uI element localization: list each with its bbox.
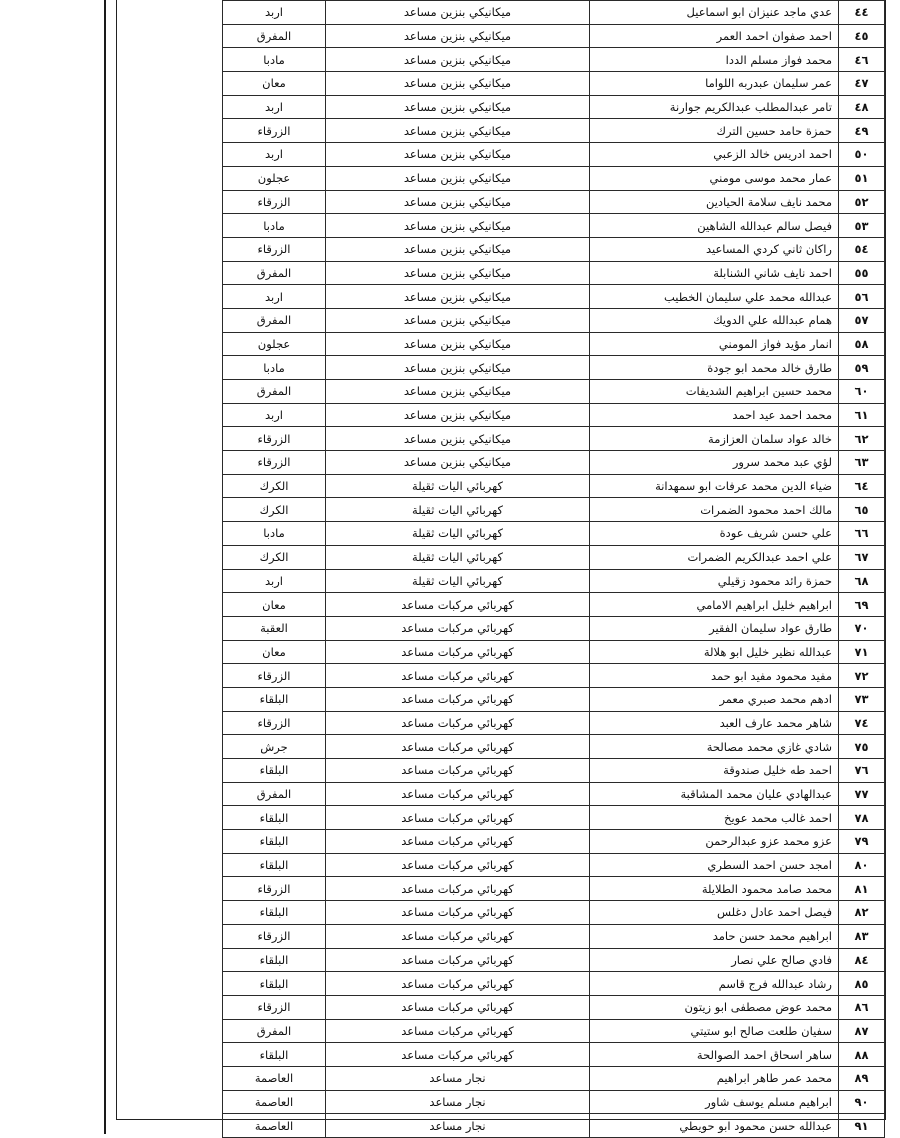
governorate-cell: اربد — [223, 95, 326, 119]
trainee-name-cell: تامر عبدالمطلب عبدالكريم جوارنة — [590, 95, 839, 119]
specialty-cell: نجار مساعد — [326, 1114, 590, 1138]
specialty-cell: ميكانيكي بنزين مساعد — [326, 24, 590, 48]
governorate-cell: الكرك — [223, 545, 326, 569]
trainee-name-cell: طارق عواد سليمان الفقير — [590, 616, 839, 640]
trainee-name-cell: ادهم محمد صبري معمر — [590, 687, 839, 711]
table-row — [223, 474, 885, 498]
row-number-cell: ٨٣ — [839, 924, 885, 948]
row-number-cell: ٨٧ — [839, 1019, 885, 1043]
trainee-name-cell: فادي صالح علي نصار — [590, 948, 839, 972]
trainee-name-cell: محمد عمر طاهر ابراهيم — [590, 1066, 839, 1090]
row-number-cell: ٨٩ — [839, 1066, 885, 1090]
row-number-cell: ٥٤ — [839, 237, 885, 261]
row-number-cell: ٧٢ — [839, 664, 885, 688]
trainee-name-cell: شاهر محمد عارف العبد — [590, 711, 839, 735]
governorate-cell: المفرق — [223, 24, 326, 48]
table-row — [223, 640, 885, 664]
governorate-cell: الزرقاء — [223, 427, 326, 451]
governorate-cell: الزرقاء — [223, 119, 326, 143]
governorate-cell: مادبا — [223, 356, 326, 380]
specialty-cell: ميكانيكي بنزين مساعد — [326, 285, 590, 309]
table-row — [223, 72, 885, 96]
table-row — [223, 308, 885, 332]
table-row — [223, 593, 885, 617]
row-number-cell: ٥٥ — [839, 261, 885, 285]
specialty-cell: نجار مساعد — [326, 1066, 590, 1090]
trainee-name-cell: حمزة حامد حسين الترك — [590, 119, 839, 143]
governorate-cell: البلقاء — [223, 901, 326, 925]
row-number-cell: ٧٠ — [839, 616, 885, 640]
row-number-cell: ٨٤ — [839, 948, 885, 972]
governorate-cell: المفرق — [223, 782, 326, 806]
governorate-cell: معان — [223, 72, 326, 96]
row-number-cell: ٩٠ — [839, 1090, 885, 1114]
specialty-cell: كهربائي مركبات مساعد — [326, 687, 590, 711]
row-number-cell: ٤٥ — [839, 24, 885, 48]
table-row — [223, 356, 885, 380]
specialty-cell: ميكانيكي بنزين مساعد — [326, 72, 590, 96]
governorate-cell: الزرقاء — [223, 664, 326, 688]
governorate-cell: الكرك — [223, 498, 326, 522]
trainee-name-cell: محمد حسين ابراهيم الشديفات — [590, 380, 839, 404]
roster-body — [223, 1, 885, 1138]
table-row — [223, 687, 885, 711]
governorate-cell: جرش — [223, 735, 326, 759]
table-row — [223, 759, 885, 783]
trainee-name-cell: ابراهيم مسلم يوسف شاور — [590, 1090, 839, 1114]
specialty-cell: كهربائي اليات ثقيلة — [326, 545, 590, 569]
table-row — [223, 95, 885, 119]
table-row — [223, 924, 885, 948]
trainee-name-cell: رشاد عبدالله فرج قاسم — [590, 972, 839, 996]
specialty-cell: كهربائي مركبات مساعد — [326, 1019, 590, 1043]
trainee-name-cell: ابراهيم محمد حسن حامد — [590, 924, 839, 948]
table-row — [223, 427, 885, 451]
table-row — [223, 143, 885, 167]
specialty-cell: كهربائي مركبات مساعد — [326, 640, 590, 664]
row-number-cell: ٤٩ — [839, 119, 885, 143]
governorate-cell: البلقاء — [223, 806, 326, 830]
trainee-name-cell: طارق خالد محمد ابو جودة — [590, 356, 839, 380]
specialty-cell: ميكانيكي بنزين مساعد — [326, 95, 590, 119]
row-number-cell: ٧٨ — [839, 806, 885, 830]
table-row — [223, 901, 885, 925]
row-number-cell: ٧٧ — [839, 782, 885, 806]
governorate-cell: العقبة — [223, 616, 326, 640]
governorate-cell: البلقاء — [223, 830, 326, 854]
table-row — [223, 190, 885, 214]
specialty-cell: كهربائي مركبات مساعد — [326, 830, 590, 854]
trainee-name-cell: فيصل سالم عبدالله الشاهين — [590, 214, 839, 238]
specialty-cell: كهربائي مركبات مساعد — [326, 711, 590, 735]
row-number-cell: ٦٧ — [839, 545, 885, 569]
table-row — [223, 877, 885, 901]
trainee-name-cell: همام عبدالله علي الدويك — [590, 308, 839, 332]
specialty-cell: ميكانيكي بنزين مساعد — [326, 143, 590, 167]
row-number-cell: ٥٩ — [839, 356, 885, 380]
table-row — [223, 380, 885, 404]
specialty-cell: كهربائي مركبات مساعد — [326, 972, 590, 996]
trainee-name-cell: عبدالله نظير خليل ابو هلالة — [590, 640, 839, 664]
specialty-cell: كهربائي مركبات مساعد — [326, 853, 590, 877]
specialty-cell: نجار مساعد — [326, 1090, 590, 1114]
row-number-cell: ٨١ — [839, 877, 885, 901]
table-row — [223, 664, 885, 688]
governorate-cell: البلقاء — [223, 853, 326, 877]
governorate-cell: اربد — [223, 285, 326, 309]
row-number-cell: ٤٨ — [839, 95, 885, 119]
specialty-cell: ميكانيكي بنزين مساعد — [326, 48, 590, 72]
row-number-cell: ٨٠ — [839, 853, 885, 877]
trainee-name-cell: احمد صفوان احمد العمر — [590, 24, 839, 48]
specialty-cell: كهربائي اليات ثقيلة — [326, 569, 590, 593]
table-row — [223, 1043, 885, 1067]
trainee-name-cell: لؤي عبد محمد سرور — [590, 451, 839, 475]
specialty-cell: كهربائي مركبات مساعد — [326, 782, 590, 806]
governorate-cell: اربد — [223, 403, 326, 427]
specialty-cell: ميكانيكي بنزين مساعد — [326, 380, 590, 404]
governorate-cell: الكرك — [223, 474, 326, 498]
governorate-cell: البلقاء — [223, 759, 326, 783]
row-number-cell: ٧٣ — [839, 687, 885, 711]
trainee-name-cell: فيصل احمد عادل دغلس — [590, 901, 839, 925]
governorate-cell: العاصمة — [223, 1090, 326, 1114]
trainee-name-cell: ابراهيم خليل ابراهيم الامامي — [590, 593, 839, 617]
governorate-cell: اربد — [223, 1, 326, 25]
trainee-name-cell: احمد غالب محمد عويخ — [590, 806, 839, 830]
table-row — [223, 616, 885, 640]
row-number-cell: ٩١ — [839, 1114, 885, 1138]
table-row — [223, 948, 885, 972]
row-number-cell: ٤٧ — [839, 72, 885, 96]
specialty-cell: ميكانيكي بنزين مساعد — [326, 190, 590, 214]
specialty-cell: كهربائي مركبات مساعد — [326, 1043, 590, 1067]
table-row — [223, 451, 885, 475]
row-number-cell: ٦٦ — [839, 522, 885, 546]
table-row — [223, 806, 885, 830]
governorate-cell: معان — [223, 593, 326, 617]
trainee-name-cell: احمد ادريس خالد الزعبي — [590, 143, 839, 167]
specialty-cell: كهربائي مركبات مساعد — [326, 995, 590, 1019]
trainee-name-cell: محمد صامد محمود الطلايلة — [590, 877, 839, 901]
row-number-cell: ٤٦ — [839, 48, 885, 72]
row-number-cell: ٥٣ — [839, 214, 885, 238]
governorate-cell: المفرق — [223, 261, 326, 285]
trainee-name-cell: عبدالهادي عليان محمد المشاقبة — [590, 782, 839, 806]
specialty-cell: كهربائي مركبات مساعد — [326, 806, 590, 830]
governorate-cell: الزرقاء — [223, 924, 326, 948]
table-row — [223, 735, 885, 759]
row-number-cell: ٦٣ — [839, 451, 885, 475]
row-number-cell: ٨٢ — [839, 901, 885, 925]
table-row — [223, 1090, 885, 1114]
governorate-cell: العاصمة — [223, 1066, 326, 1090]
governorate-cell: الزرقاء — [223, 711, 326, 735]
specialty-cell: ميكانيكي بنزين مساعد — [326, 166, 590, 190]
governorate-cell: عجلون — [223, 332, 326, 356]
specialty-cell: كهربائي اليات ثقيلة — [326, 498, 590, 522]
table-row — [223, 1066, 885, 1090]
governorate-cell: عجلون — [223, 166, 326, 190]
trainee-name-cell: امجد حسن احمد السطري — [590, 853, 839, 877]
table-row — [223, 545, 885, 569]
table-row — [223, 711, 885, 735]
table-row — [223, 972, 885, 996]
governorate-cell: اربد — [223, 143, 326, 167]
trainee-name-cell: محمد عوض مصطفى ابو زيتون — [590, 995, 839, 1019]
trainee-name-cell: محمد نايف سلامة الحيادين — [590, 190, 839, 214]
trainee-roster-table — [222, 0, 885, 1138]
row-number-cell: ٥٠ — [839, 143, 885, 167]
specialty-cell: ميكانيكي بنزين مساعد — [326, 332, 590, 356]
specialty-cell: ميكانيكي بنزين مساعد — [326, 261, 590, 285]
table-row — [223, 237, 885, 261]
trainee-name-cell: حمزة رائد محمود زقيلي — [590, 569, 839, 593]
row-number-cell: ٤٤ — [839, 1, 885, 25]
specialty-cell: كهربائي اليات ثقيلة — [326, 474, 590, 498]
governorate-cell: الزرقاء — [223, 237, 326, 261]
table-row — [223, 166, 885, 190]
table-row — [223, 569, 885, 593]
specialty-cell: كهربائي مركبات مساعد — [326, 948, 590, 972]
table-row — [223, 403, 885, 427]
page-margin-rule — [104, 0, 106, 1134]
trainee-name-cell: ضياء الدين محمد عرفات ابو سمهدانة — [590, 474, 839, 498]
governorate-cell: الزرقاء — [223, 995, 326, 1019]
trainee-name-cell: راكان ثاني كردي المساعيد — [590, 237, 839, 261]
specialty-cell: كهربائي مركبات مساعد — [326, 593, 590, 617]
governorate-cell: مادبا — [223, 522, 326, 546]
specialty-cell: كهربائي اليات ثقيلة — [326, 522, 590, 546]
specialty-cell: كهربائي مركبات مساعد — [326, 901, 590, 925]
governorate-cell: العاصمة — [223, 1114, 326, 1138]
trainee-name-cell: مفيد محمود مفيد ابو حمد — [590, 664, 839, 688]
row-number-cell: ٥٦ — [839, 285, 885, 309]
row-number-cell: ٧٥ — [839, 735, 885, 759]
row-number-cell: ٨٨ — [839, 1043, 885, 1067]
row-number-cell: ٦٢ — [839, 427, 885, 451]
specialty-cell: كهربائي مركبات مساعد — [326, 877, 590, 901]
governorate-cell: المفرق — [223, 380, 326, 404]
governorate-cell: الزرقاء — [223, 451, 326, 475]
table-row — [223, 285, 885, 309]
table-row — [223, 261, 885, 285]
row-number-cell: ٧٦ — [839, 759, 885, 783]
row-number-cell: ٨٥ — [839, 972, 885, 996]
governorate-cell: الزرقاء — [223, 190, 326, 214]
specialty-cell: ميكانيكي بنزين مساعد — [326, 451, 590, 475]
row-number-cell: ٦٤ — [839, 474, 885, 498]
row-number-cell: ٥٨ — [839, 332, 885, 356]
table-row — [223, 995, 885, 1019]
governorate-cell: البلقاء — [223, 687, 326, 711]
governorate-cell: المفرق — [223, 308, 326, 332]
trainee-name-cell: عمار محمد موسى مومني — [590, 166, 839, 190]
row-number-cell: ٦٨ — [839, 569, 885, 593]
governorate-cell: البلقاء — [223, 948, 326, 972]
row-number-cell: ٨٦ — [839, 995, 885, 1019]
row-number-cell: ٦١ — [839, 403, 885, 427]
governorate-cell: البلقاء — [223, 1043, 326, 1067]
table-row — [223, 214, 885, 238]
trainee-name-cell: ساهر اسحاق احمد الصوالحة — [590, 1043, 839, 1067]
governorate-cell: معان — [223, 640, 326, 664]
trainee-name-cell: عبدالله حسن محمود ابو حويطي — [590, 1114, 839, 1138]
governorate-cell: مادبا — [223, 48, 326, 72]
row-number-cell: ٧٩ — [839, 830, 885, 854]
table-row — [223, 498, 885, 522]
governorate-cell: البلقاء — [223, 972, 326, 996]
table-row — [223, 48, 885, 72]
specialty-cell: ميكانيكي بنزين مساعد — [326, 237, 590, 261]
table-row — [223, 782, 885, 806]
table-row — [223, 853, 885, 877]
governorate-cell: مادبا — [223, 214, 326, 238]
row-number-cell: ٦٠ — [839, 380, 885, 404]
trainee-name-cell: احمد نايف شاني الشنابلة — [590, 261, 839, 285]
row-number-cell: ٧١ — [839, 640, 885, 664]
trainee-name-cell: محمد فواز مسلم الددا — [590, 48, 839, 72]
table-row — [223, 1, 885, 25]
row-number-cell: ٦٩ — [839, 593, 885, 617]
specialty-cell: ميكانيكي بنزين مساعد — [326, 427, 590, 451]
row-number-cell: ٧٤ — [839, 711, 885, 735]
trainee-name-cell: انمار مؤيد فواز المومني — [590, 332, 839, 356]
specialty-cell: ميكانيكي بنزين مساعد — [326, 308, 590, 332]
trainee-name-cell: عزو محمد عزو عبدالرحمن — [590, 830, 839, 854]
specialty-cell: كهربائي مركبات مساعد — [326, 664, 590, 688]
specialty-cell: كهربائي مركبات مساعد — [326, 924, 590, 948]
trainee-name-cell: عدي ماجد عنيزان ابو اسماعيل — [590, 1, 839, 25]
trainee-name-cell: عبدالله محمد علي سليمان الخطيب — [590, 285, 839, 309]
trainee-name-cell: سفيان طلعت صالح ابو ستيتي — [590, 1019, 839, 1043]
trainee-name-cell: خالد عواد سلمان العزازمة — [590, 427, 839, 451]
specialty-cell: كهربائي مركبات مساعد — [326, 616, 590, 640]
table-row — [223, 24, 885, 48]
specialty-cell: كهربائي مركبات مساعد — [326, 759, 590, 783]
row-number-cell: ٥١ — [839, 166, 885, 190]
row-number-cell: ٥٢ — [839, 190, 885, 214]
governorate-cell: المفرق — [223, 1019, 326, 1043]
specialty-cell: ميكانيكي بنزين مساعد — [326, 356, 590, 380]
trainee-name-cell: شادي غازي محمد مصالحة — [590, 735, 839, 759]
specialty-cell: ميكانيكي بنزين مساعد — [326, 119, 590, 143]
governorate-cell: الزرقاء — [223, 877, 326, 901]
trainee-name-cell: عمر سليمان عبدربه اللواما — [590, 72, 839, 96]
specialty-cell: كهربائي مركبات مساعد — [326, 735, 590, 759]
table-row — [223, 332, 885, 356]
specialty-cell: ميكانيكي بنزين مساعد — [326, 403, 590, 427]
trainee-name-cell: محمد احمد عيد احمد — [590, 403, 839, 427]
trainee-name-cell: علي احمد عبدالكريم الضمرات — [590, 545, 839, 569]
trainee-name-cell: مالك احمد محمود الضمرات — [590, 498, 839, 522]
governorate-cell: اربد — [223, 569, 326, 593]
trainee-name-cell: احمد طه خليل صندوقة — [590, 759, 839, 783]
table-row — [223, 119, 885, 143]
specialty-cell: ميكانيكي بنزين مساعد — [326, 1, 590, 25]
table-row — [223, 830, 885, 854]
trainee-name-cell: علي حسن شريف عودة — [590, 522, 839, 546]
table-row — [223, 1019, 885, 1043]
specialty-cell: ميكانيكي بنزين مساعد — [326, 214, 590, 238]
row-number-cell: ٥٧ — [839, 308, 885, 332]
table-row — [223, 522, 885, 546]
row-number-cell: ٦٥ — [839, 498, 885, 522]
